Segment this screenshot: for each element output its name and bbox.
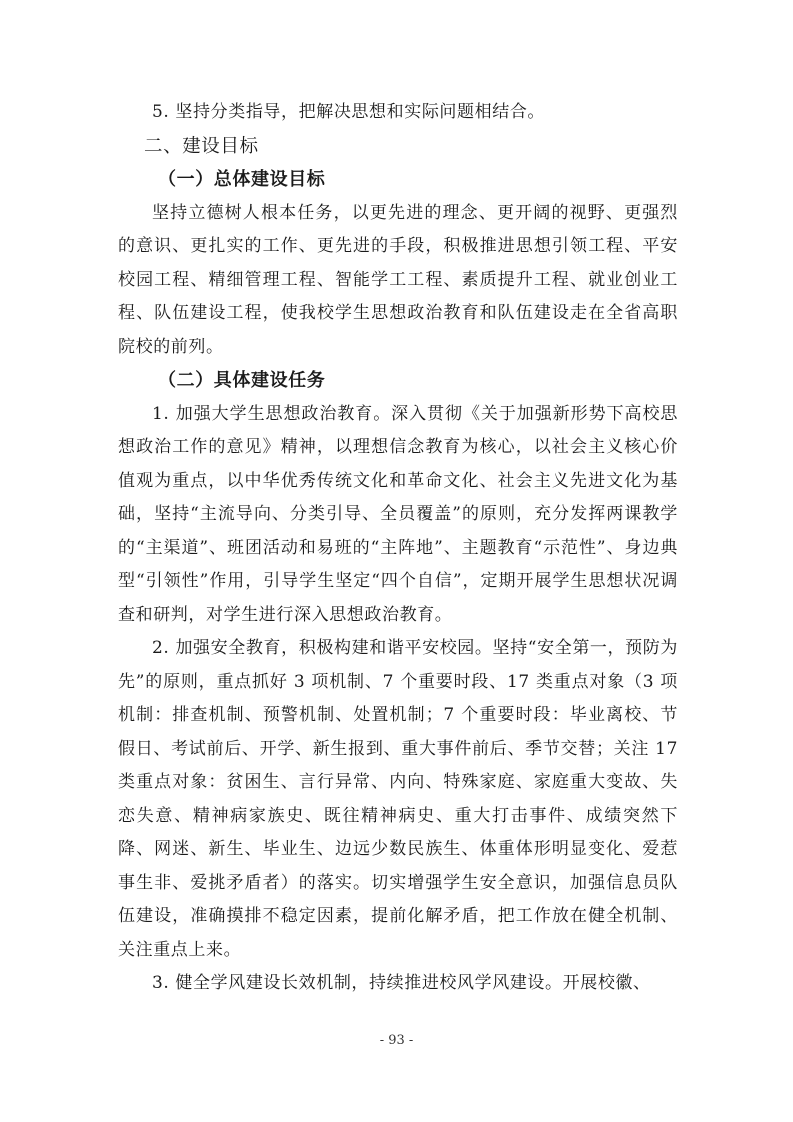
paragraph-principle-5: 5. 坚持分类指导，把解决思想和实际问题相结合。	[152, 102, 546, 122]
paragraph-task-2: 2. 加强安全教育，积极构建和谐平安校园。坚持“安全第一，预防为先”的原则，重点抓好 3 项机制、7 个重要时段、17 类重点对象（3 项机制：排查机制、预警机制、处置机制；7 个重要时段：毕业离校、节假日、考试前后、开学、新生报到、重大事件前后、季节交替；关注 17 类重点对象：贫困生、言行异常、内向、特殊家庭、家庭重大变故、失恋失意、精神病家族史、既往精神病史、重大打击事件、成绩突然下降、网迷、新生、毕业生、边远少数民族生、体重体形明显变化、爱惹事生非、爱挑矛盾者）的落实。切实增强学生安全意识，加强信息员队伍建设，准确摸排不稳定因素，提前化解矛盾，把工作放在健全机制、关注重点上来。	[118, 638, 678, 960]
heading-overall-goals: （一）总体建设目标	[158, 169, 326, 190]
paragraph-task-3: 3. 健全学风建设长效机制，持续推进校风学风建设。开展校徽、	[152, 973, 651, 993]
page-number: - 93 -	[379, 1033, 414, 1048]
paragraph-overall-goals: 坚持立德树人根本任务，以更先进的理念、更开阔的视野、更强烈的意识、更扎实的工作、更先进的手段，积极推进思想引领工程、平安校园工程、精细管理工程、智能学工工程、素质提升工程、就业创业工程、队伍建设工程，使我校学生思想政治教育和队伍建设走在全省高职院校的前列。	[118, 202, 678, 357]
paragraph-task-1: 1. 加强大学生思想政治教育。深入贯彻《关于加强新形势下高校思想政治工作的意见》精神，以理想信念教育为核心，以社会主义核心价值观为重点，以中华优秀传统文化和革命文化、社会主义先进文化为基础，坚持“主流导向、分类引导、全员覆盖”的原则，充分发挥两课教学的“主渠道”、班团活动和易班的“主阵地”、主题教育“示范性”、身边典型“引领性”作用，引导学生坚定“四个自信”，定期开展学生思想状况调查和研判，对学生进行深入思想政治教育。	[118, 403, 678, 625]
document-body	[118, 96, 678, 1001]
heading-construction-goals: 二、建设目标	[144, 135, 259, 157]
heading-specific-tasks: （二）具体建设任务	[158, 370, 326, 391]
